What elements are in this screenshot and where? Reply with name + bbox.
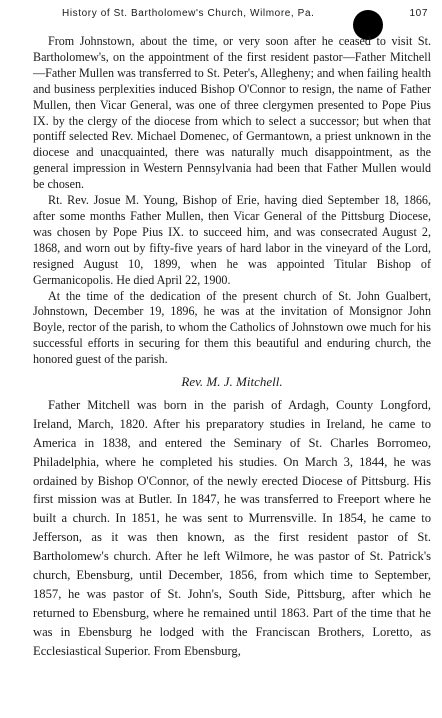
page-number: 107 <box>409 8 428 19</box>
running-title: History of St. Bartholomew's Church, Wilmore, Pa. <box>62 8 315 19</box>
paragraph-father-mitchell-bio: Father Mitchell was born in the parish of Ardagh, County Longford, Ireland, March, 1820. After his preparatory studies in Ireland, he came to America in 1838, and entered the Seminary of St. Charles Borromeo, Philadelphia, where he completed his studies. On March 3, 1844, he was ordained by Bishop O'Connor, of the newly erected Diocese of Pittsburg. His first mission was at Butler. In 1847, he was transferred to Freeport where he built a church. In 1851, he was sent to Murrensville. In 1854, he came to Jefferson, as it was then known, as the first resident pastor of St. Bartholomew's church. After he left Wilmore, he was pastor of St. Patrick's church, Ebensburg, until December, 1856, from which time to September, 1857, he was pastor of St. John's, South Side, Pittsburg, after which he returned to Ebensburg, where he remained until 1863. Part of the time that he was in Ebensburg he lodged with the Franciscan Brothers, Loretto, as Ecclesiastical Superior. From Ebensburg, <box>33 397 431 658</box>
body-text <box>33 34 431 661</box>
paragraph-father-mullen-transfer: From Johnstown, about the time, or very soon after he ceased to visit St. Bartholomew's, on the appointment of the first resident pastor—Father Mitchell—Father Mullen was transferred to St. Peter's, Allegheny; and when failing health and business perplexities induced Bishop O'Connor to resign, the name of Father Mullen, then Vicar General, was one of three clergymen presented to Pope Pius IX. by the clergy of the diocese from which to select a successor; but when that pontiff selected Rev. Michael Domenec, of Germantown, a priest unknown in the diocese and unacquainted, there was naturally much disappointment, as the general impression in Western Pennsylvania had been that Father Mullen would be chosen. <box>33 34 431 192</box>
paragraph-dedication: At the time of the dedication of the present church of St. John Gualbert, Johnstown, December 19, 1896, he was at the invitation of Monsignor John Boyle, rector of the parish, to whom the Catholics of Johnstown owe much for his successful efforts in securing for them this beautiful and enduring church, the honored guest of the parish. <box>33 288 431 367</box>
paragraph-bishop-of-erie: Rt. Rev. Josue M. Young, Bishop of Erie, having died September 18, 1866, after some months Father Mullen, then Vicar General of the Pittsburg Diocese, was chosen by Pope Pius IX. to succeed him, and was consecrated August 2, 1868, and worn out by fifty-five years of hard labor in the vineyard of the Lord, resigned August 10, 1899, when he was appointed Titular Bishop of Germanicopolis. He died April 22, 1900. <box>33 193 431 287</box>
section-heading: Rev. M. J. Mitchell. <box>181 374 283 390</box>
